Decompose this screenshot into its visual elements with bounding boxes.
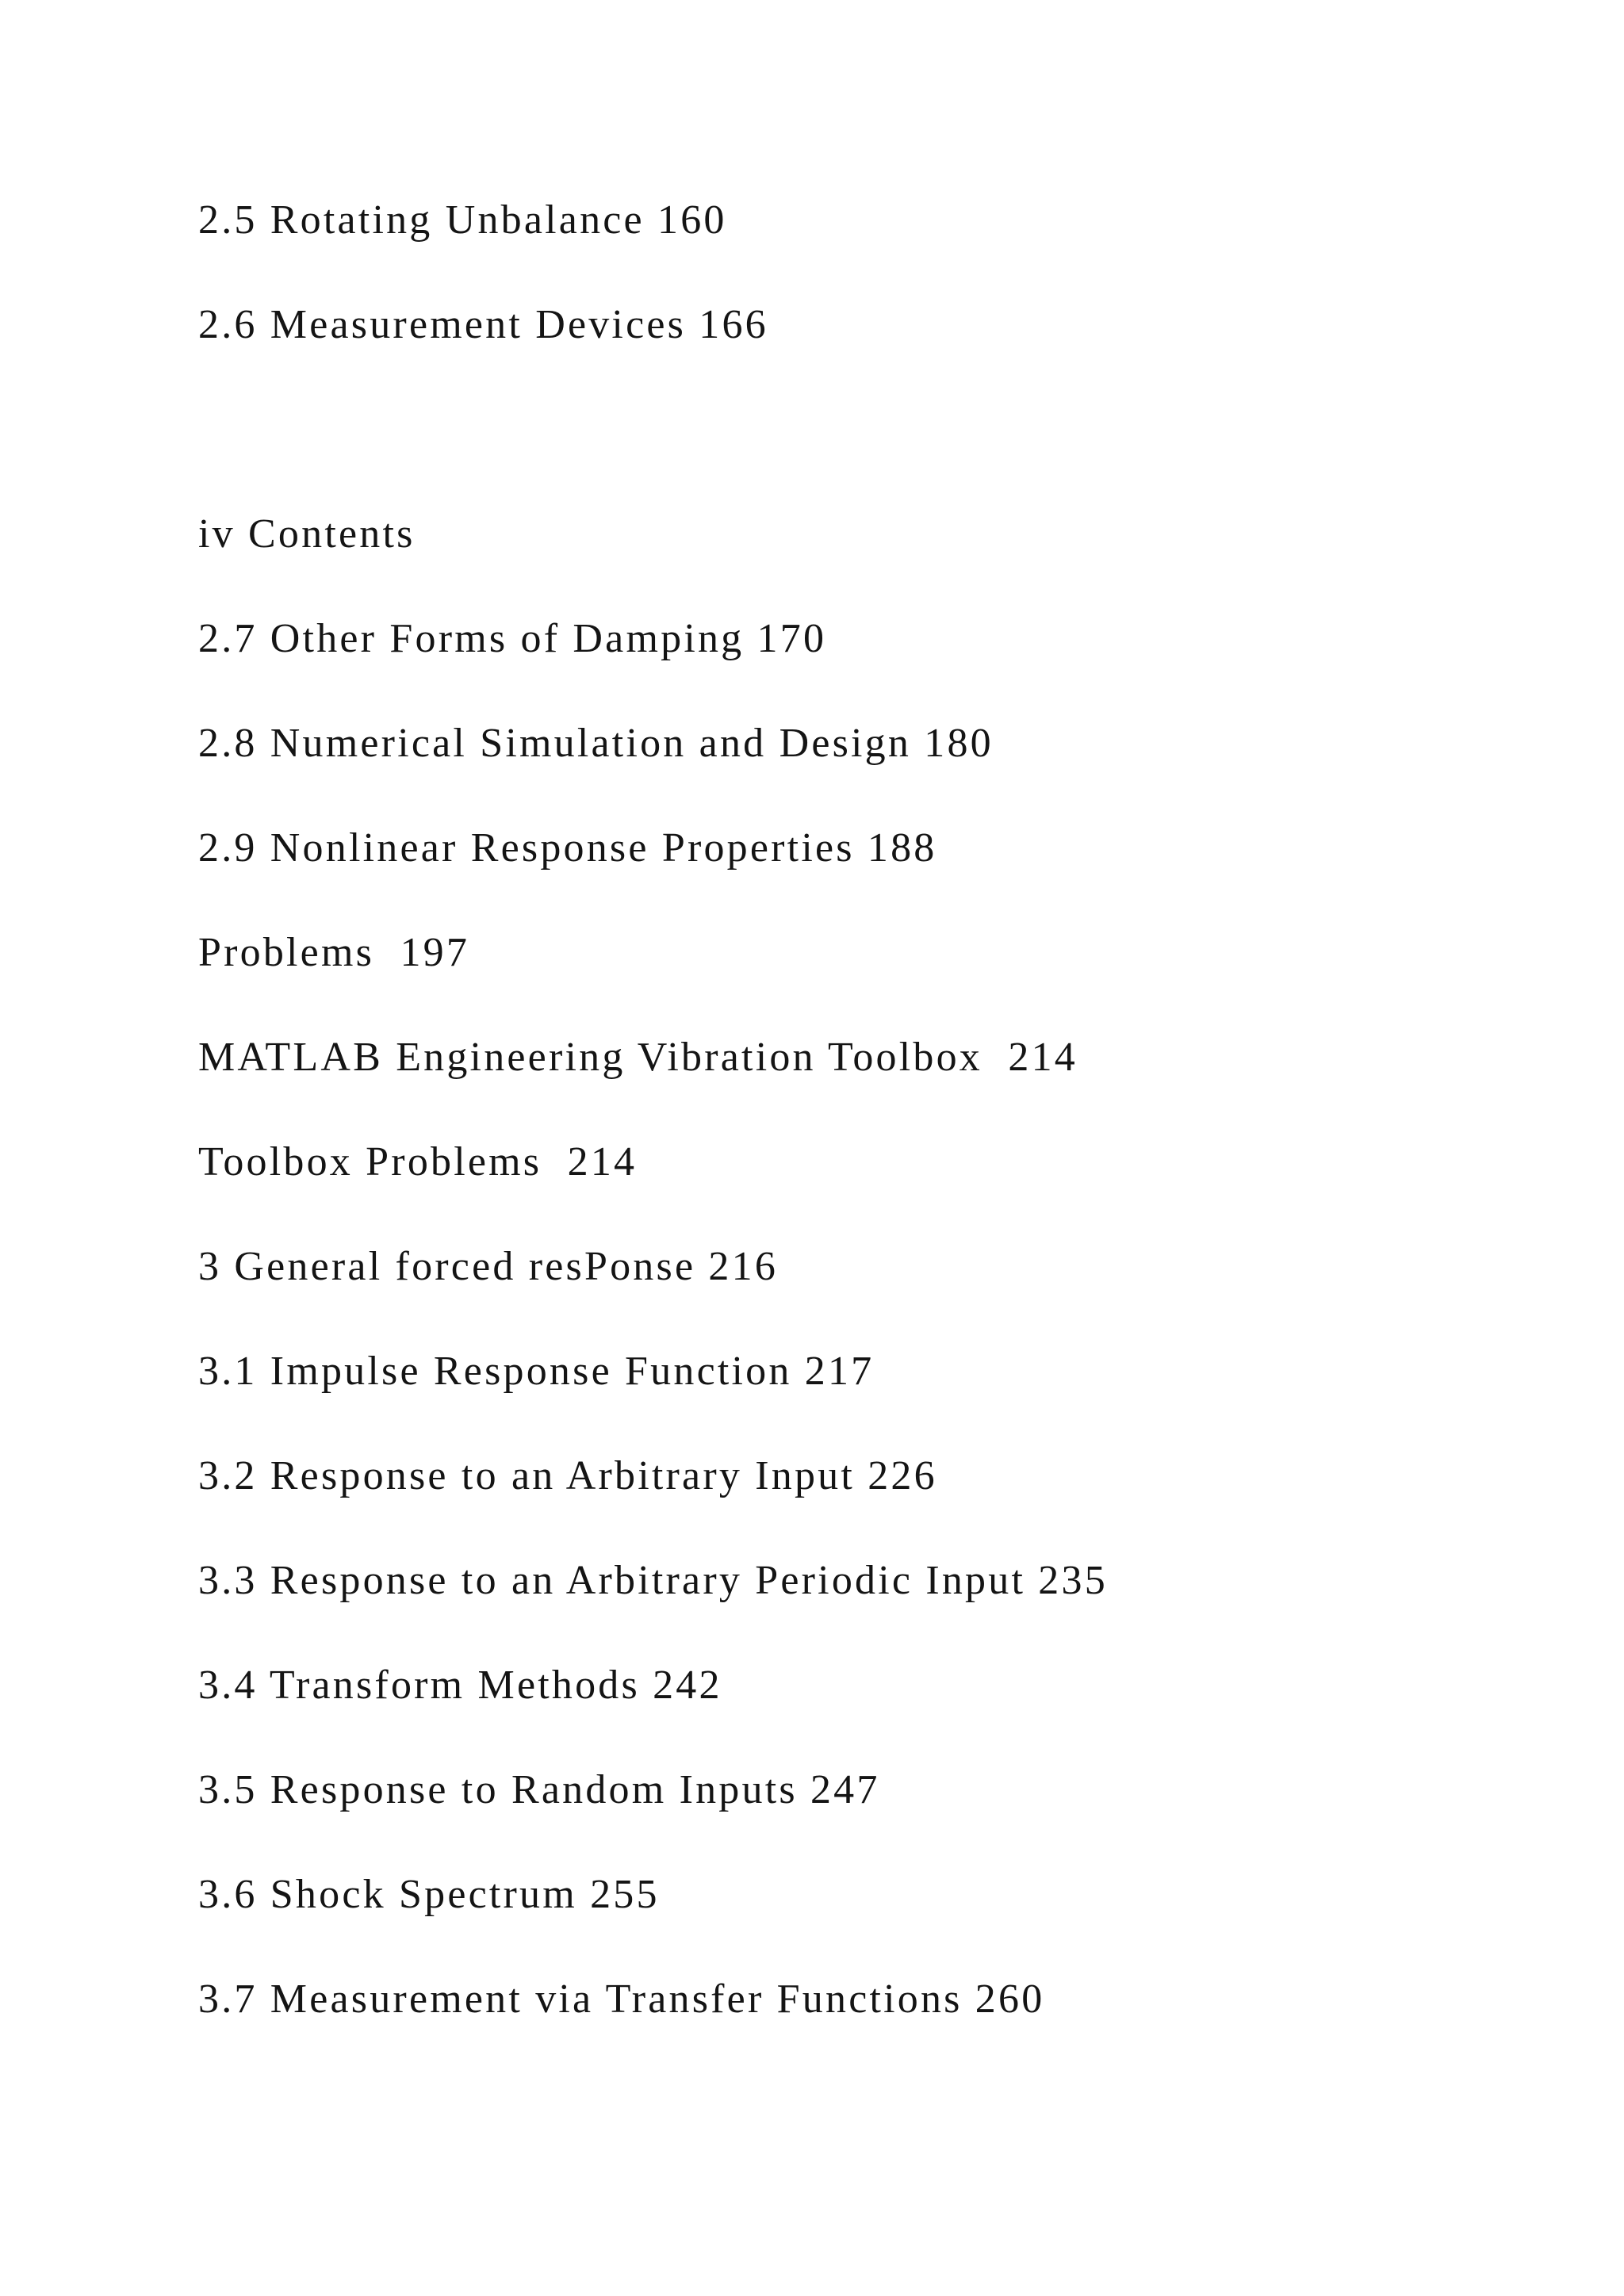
toc-entry-3-2: 3.2 Response to an Arbitrary Input 226 [198,1453,937,1498]
toc-entry-toolbox-problems: Toolbox Problems 214 [198,1139,638,1184]
toc-entry-matlab-toolbox: MATLAB Engineering Vibration Toolbox 214 [198,1035,1078,1080]
toc-entry-3-5: 3.5 Response to Random Inputs 247 [198,1767,880,1812]
toc-entry-2-8: 2.8 Numerical Simulation and Design 180 [198,721,994,766]
toc-entry-3-4: 3.4 Transform Methods 242 [198,1663,722,1708]
toc-entry-3-3: 3.3 Response to an Arbitrary Periodic Input 235 [198,1558,1108,1603]
running-header: iv Contents [198,511,416,557]
toc-entry-2-7: 2.7 Other Forms of Damping 170 [198,616,827,661]
toc-entry-problems: Problems 197 [198,930,470,975]
toc-entry-3-7: 3.7 Measurement via Transfer Functions 260 [198,1976,1045,2022]
toc-entry-2-6: 2.6 Measurement Devices 166 [198,302,768,347]
toc-entry-chapter-3: 3 General forced resPonse 216 [198,1244,779,1289]
toc-entry-2-5: 2.5 Rotating Unbalance 160 [198,197,727,243]
toc-entry-3-1: 3.1 Impulse Response Function 217 [198,1349,875,1394]
toc-entry-3-6: 3.6 Shock Spectrum 255 [198,1872,660,1917]
toc-entry-2-9: 2.9 Nonlinear Response Properties 188 [198,825,937,871]
